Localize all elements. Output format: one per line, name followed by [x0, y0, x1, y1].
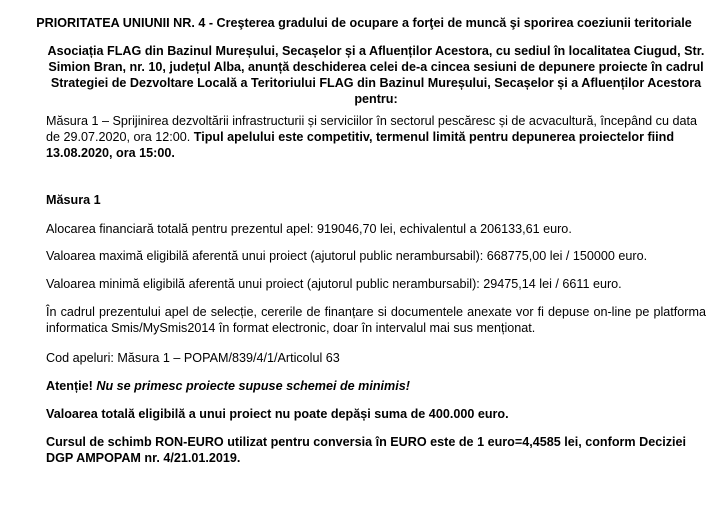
measure-description	[46, 113, 706, 161]
measure-deadline-text: Tipul apelului este competitiv, termenul limită pentru depunerea proiectelor fiind 13.08.2020, ora 15:00.	[46, 130, 675, 160]
attention-text: Nu se primesc proiecte supuse schemei de minimis!	[96, 379, 410, 393]
allocation-paragraph: Alocarea financiară totală pentru prezentul apel: 919046,70 lei, echivalentul a 206133,61 euro.	[46, 222, 572, 236]
total-value-paragraph: Valoarea totală eligibilă a unui proiect nu poate depăși suma de 400.000 euro.	[46, 407, 509, 421]
measure-description-text: Măsura 1 – Sprijinirea dezvoltării infrastructurii și serviciilor în sectorul pescăresc și de acvacultură, începând cu data de 29.07.2020, ora 12:00.	[46, 114, 697, 144]
submission-paragraph: În cadrul prezentului apel de selecție, cererile de finanțare si documentele anexate vor fi depuse on-line pe platforma informatica Smis/MySmis2014 în format electronic, doar în intervalul mai sus menționat.	[46, 305, 706, 335]
intro-paragraph: Asociația FLAG din Bazinul Mureșului, Secașelor și a Afluenților Acestora, cu sediul în localitatea Ciugud, Str. Simion Bran, nr. 10, județul Alba, anunță deschiderea celei de-a cincea sesiuni de depunere proiecte în cadrul Strategiei de Dezvoltare Locală a Teritoriului FLAG din Bazinul Mureșului, Secașelor și a Afluenților Acestora pentru:	[47, 44, 705, 106]
exchange-rate-paragraph: Cursul de schimb RON-EURO utilizat pentru conversia în EURO este de 1 euro=4,4585 lei, conform Deciziei DGP AMPOPAM nr. 4/21.01.2019.	[46, 435, 687, 465]
section-heading: Măsura 1	[46, 193, 101, 207]
document-title: PRIORITATEA UNIUNII NR. 4 - Creşterea gradului de ocupare a forţei de muncă şi sporirea coeziunii teritoriale	[36, 16, 692, 30]
min-value-paragraph: Valoarea minimă eligibilă aferentă unui proiect (ajutorul public nerambursabil): 29475,14 lei / 6611 euro.	[46, 277, 622, 291]
attention-paragraph	[46, 378, 706, 394]
attention-label: Atenție!	[46, 379, 93, 393]
call-code-paragraph: Cod apeluri: Măsura 1 – POPAM/839/4/1/Articolul 63	[46, 351, 340, 365]
max-value-paragraph: Valoarea maximă eligibilă aferentă unui proiect (ajutorul public nerambursabil): 668775,00 lei / 150000 euro.	[46, 249, 648, 263]
